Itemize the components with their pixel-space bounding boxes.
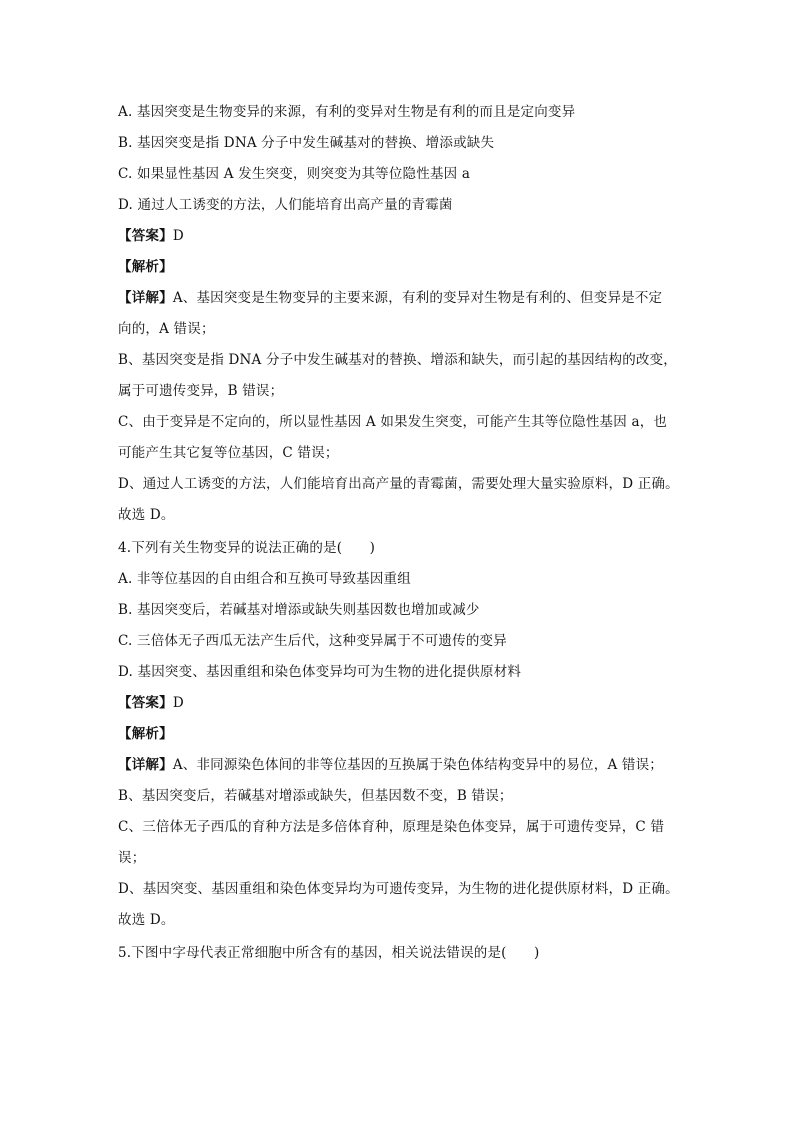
q5-stem: 5.下图中字母代表正常细胞中所含有的基因，相关说法错误的是( ) [118, 945, 540, 961]
q4-detail-c-line2: 误； [118, 850, 146, 866]
q3-option-c: C. 如果显性基因 A 发生突变，则突变为其等位隐性基因 a [118, 166, 471, 182]
q3-detail-c-line1: C、由于变异是不定向的，所以显性基因 A 如果发生突变，可能产生其等位隐性基因 a，也 [118, 414, 668, 430]
q3-detail-a-line2: 向的，A 错误； [118, 321, 215, 337]
q4-detail-a-line [118, 755, 678, 775]
q4-detail-a-text: A、非同源染色体间的非等位基因的互换属于染色体结构变异中的易位，A 错误； [172, 757, 664, 773]
q3-answer-label: 【答案】 [118, 228, 173, 244]
q3-conclusion: 故选 D。 [118, 507, 175, 523]
q3-option-d: D. 通过人工诱变的方法，人们能培育出高产量的青霉菌 [118, 197, 453, 213]
q3-option-b: B. 基因突变是指 DNA 分子中发生碱基对的替换、增添或缺失 [118, 135, 495, 151]
q3-detail-c-line2: 可能产生其它复等位基因，C 错误； [118, 445, 339, 461]
q3-detail-a-line1 [118, 288, 678, 308]
q4-detail-b-line: B、基因突变后，若碱基对增添或缺失，但基因数不变，B 错误； [118, 788, 513, 804]
q4-option-c: C. 三倍体无子西瓜无法产生后代，这种变异属于不可遗传的变异 [118, 633, 507, 649]
q3-answer [118, 226, 678, 246]
q4-detail-label: 【详解】 [118, 757, 173, 773]
q3-detail-b-line2: 属于可遗传变异，B 错误； [118, 383, 284, 399]
q4-conclusion: 故选 D。 [118, 912, 175, 928]
q4-option-b: B. 基因突变后，若碱基对增添或缺失则基因数也增加或减少 [118, 602, 480, 618]
q4-stem: 4.下列有关生物变异的说法正确的是( ) [118, 540, 376, 556]
q3-detail-b-line1: B、基因突变是指 DNA 分子中发生碱基对的替换、增添和缺失，而引起的基因结构的改变， [118, 352, 677, 368]
q3-detail-label: 【详解】 [118, 290, 173, 306]
q3-detail-d-line1: D、通过人工诱变的方法，人们能培育出高产量的青霉菌，需要处理大量实验原料，D 正确。 [118, 476, 679, 492]
q4-option-d: D. 基因突变、基因重组和染色体变异均可为生物的进化提供原材料 [118, 664, 522, 680]
q4-detail-c-line1: C、三倍体无子西瓜的育种方法是多倍体育种，原理是染色体变异，属于可遗传变异，C 错 [118, 819, 665, 835]
q3-option-a: A. 基因突变是生物变异的来源，有利的变异对生物是有利的而且是定向变异 [118, 104, 576, 120]
q4-option-a: A. 非等位基因的自由组合和互换可导致基因重组 [118, 571, 411, 587]
q4-answer-label: 【答案】 [118, 695, 173, 711]
q4-answer-value: D [172, 695, 184, 711]
q4-answer [118, 693, 678, 713]
q4-analysis-label: 【解析】 [118, 726, 173, 742]
q3-answer-value: D [172, 228, 184, 244]
q3-detail-a-text1: A、基因突变是生物变异的主要来源，有利的变异对生物是有利的、但变异是不定 [172, 290, 663, 306]
q3-analysis-label: 【解析】 [118, 259, 173, 275]
q4-detail-d-line1: D、基因突变、基因重组和染色体变异均为可遗传变异，为生物的进化提供原材料，D 正确。 [118, 881, 679, 897]
